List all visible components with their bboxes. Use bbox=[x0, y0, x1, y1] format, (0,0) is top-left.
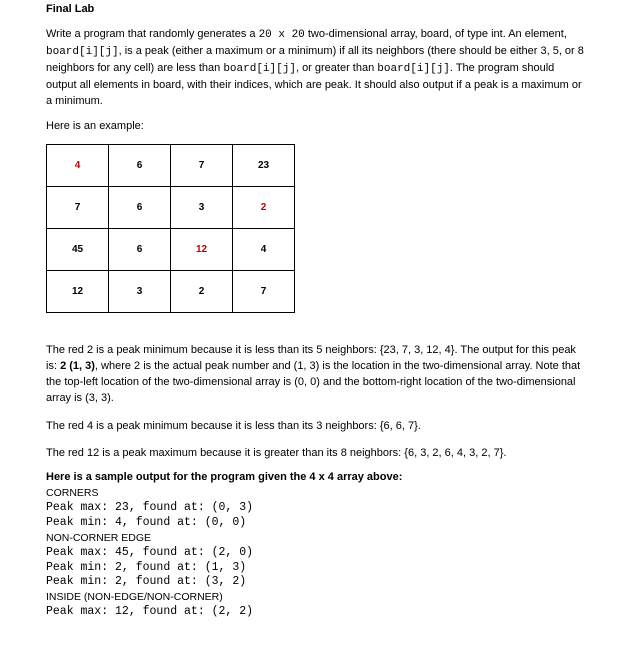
intro-code-4: board[i][j] bbox=[377, 63, 450, 75]
intro-text-4: , or greater than bbox=[295, 62, 378, 74]
array-cell: 6 bbox=[109, 229, 171, 271]
example-array-table bbox=[46, 144, 295, 313]
intro-paragraph bbox=[46, 26, 586, 109]
array-cell: 4 bbox=[233, 229, 295, 271]
array-cell: 2 bbox=[171, 271, 233, 313]
array-cell: 3 bbox=[171, 187, 233, 229]
output-section-header: CORNERS bbox=[46, 487, 99, 499]
array-cell: 7 bbox=[47, 187, 109, 229]
example-label: Here is an example: bbox=[46, 120, 144, 132]
array-cell: 7 bbox=[233, 271, 295, 313]
output-line: Peak max: 12, found at: (2, 2) bbox=[46, 605, 254, 619]
intro-text-3: , is a peak (either a maximum or a minimum) if all its neighbors (there should be either 3, 5, or 8 neighbors for any cell) are less than bbox=[46, 45, 584, 74]
output-section-header: INSIDE (NON-EDGE/NON-CORNER) bbox=[46, 591, 223, 604]
intro-text-5: . The program should output all elements in board, with their indices, which are peak. It should also output if a peak is a maximum or a minimum. bbox=[46, 62, 582, 107]
output-section-header: NON-CORNER EDGE bbox=[46, 531, 152, 544]
output-line: Peak max: 45, found at: (2, 0) bbox=[46, 545, 254, 559]
page-title: Final Lab bbox=[46, 3, 95, 15]
explanation-red-4: The red 4 is a peak minimum because it is less than its 3 neighbors: {6, 6, 7}. bbox=[46, 420, 421, 432]
array-cell: 23 bbox=[233, 145, 295, 187]
array-cell: 6 bbox=[109, 187, 171, 229]
intro-text-2: two-dimensional array, board, of type int. An element, bbox=[304, 28, 567, 40]
array-cell: 2 bbox=[233, 187, 295, 229]
table-row bbox=[47, 187, 295, 229]
sample-output-block bbox=[46, 486, 253, 620]
array-cell: 6 bbox=[109, 145, 171, 187]
array-cell: 12 bbox=[47, 271, 109, 313]
output-line: Peak min: 2, found at: (3, 2) bbox=[46, 575, 247, 589]
output-line: Peak min: 2, found at: (1, 3) bbox=[46, 560, 247, 574]
explanation-red-12: The red 12 is a peak maximum because it is greater than its 8 neighbors: {6, 3, 2, 6, 4, 3, 2, 7}. bbox=[46, 447, 507, 459]
array-cell: 7 bbox=[171, 145, 233, 187]
output-line: Peak min: 4, found at: (0, 0) bbox=[46, 515, 247, 529]
explanation-red-2 bbox=[46, 342, 586, 406]
sample-output-heading: Here is a sample output for the program given the 4 x 4 array above: bbox=[46, 471, 403, 483]
table-row bbox=[47, 145, 295, 187]
output-line: Peak max: 23, found at: (0, 3) bbox=[46, 500, 254, 514]
table-row bbox=[47, 229, 295, 271]
intro-code-2: board[i][j] bbox=[46, 46, 119, 58]
array-cell: 3 bbox=[109, 271, 171, 313]
intro-code-1: 20 x 20 bbox=[258, 29, 305, 41]
array-cell: 4 bbox=[47, 145, 109, 187]
array-cell: 45 bbox=[47, 229, 109, 271]
table-row bbox=[47, 271, 295, 313]
intro-code-3: board[i][j] bbox=[223, 63, 296, 75]
explain-text-1: The red 2 is a peak minimum because it is less than its 5 neighbors: {23, 7, 3, 12, 4}. The output for this peak is: bbox=[46, 344, 576, 372]
intro-text-1: Write a program that randomly generates a bbox=[46, 28, 259, 40]
explain-text-2: , where 2 is the actual peak number and (1, 3) is the location in the two-dimensional array. Note that the top-left location of the two-dimensional array is (0, 0) and the bottom-right location of the two-dimensional array is (3, 3). bbox=[46, 360, 581, 404]
explain-output-example: 2 (1, 3) bbox=[60, 360, 95, 372]
array-cell: 12 bbox=[171, 229, 233, 271]
